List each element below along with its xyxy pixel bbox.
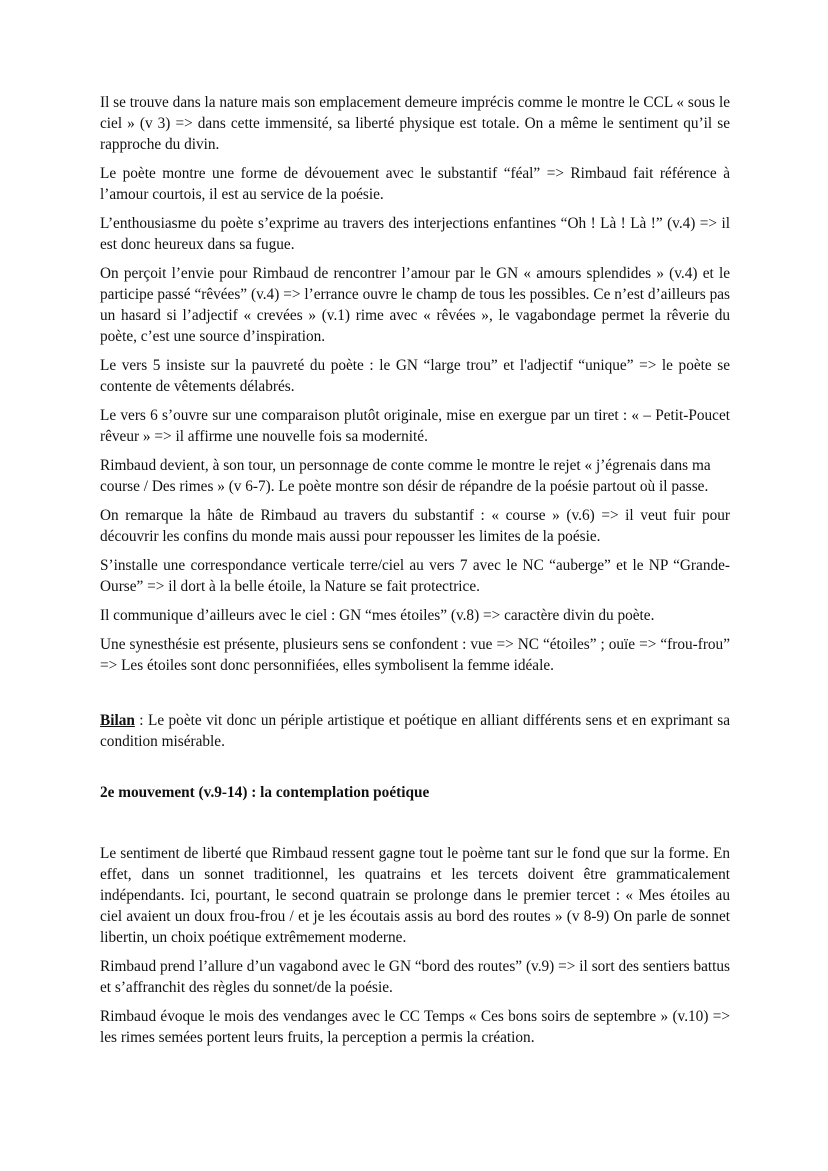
- bilan-label: Bilan: [100, 712, 135, 729]
- paragraph: On perçoit l’envie pour Rimbaud de rencontrer l’amour par le GN « amours splendides » (v.4) et le participe passé “rêvées” (v.4) => l’errance ouvre le champ de tous les possibles. Ce n’est d’ailleurs pas un hasard si l’adjectif « crevées » (v.1) rime avec « rêvées », le vagabondage permet la rêverie du poète, c’est une source d’inspiration.: [100, 265, 730, 345]
- paragraph: Rimbaud prend l’allure d’un vagabond avec le GN “bord des routes” (v.9) => il sort des sentiers battus et s’affranchit des règles du sonnet/de la poésie.: [100, 958, 730, 996]
- paragraph: Une synesthésie est présente, plusieurs sens se confondent : vue => NC “étoiles” ; ouïe => “frou-frou” => Les étoiles sont donc personnifiées, elles symbolisent la femme idéale.: [100, 636, 730, 674]
- paragraph: On remarque la hâte de Rimbaud au travers du substantif : « course » (v.6) => il veut fuir pour découvrir les confins du monde mais aussi pour repousser les limites de la poésie.: [100, 507, 730, 545]
- paragraph: S’installe une correspondance verticale terre/ciel au vers 7 avec le NC “auberge” et le NP “Grande-Ourse” => il dort à la belle étoile, la Nature se fait protectrice.: [100, 557, 730, 595]
- paragraph: Le poète montre une forme de dévouement avec le substantif “féal” => Rimbaud fait référence à l’amour courtois, il est au service de la poésie.: [100, 165, 730, 203]
- paragraph: Le vers 5 insiste sur la pauvreté du poète : le GN “large trou” et l'adjectif “unique” => le poète se contente de vêtements délabrés.: [100, 357, 730, 395]
- paragraph: L’enthousiasme du poète s’exprime au travers des interjections enfantines “Oh ! Là ! Là !” (v.4) => il est donc heureux dans sa fugue.: [100, 215, 730, 253]
- paragraph: Rimbaud évoque le mois des vendanges avec le CC Temps « Ces bons soirs de septembre » (v.10) => les rimes semées portent leurs fruits, la perception a permis la création.: [100, 1008, 730, 1046]
- paragraph: Il communique d’ailleurs avec le ciel : GN “mes étoiles” (v.8) => caractère divin du poète.: [100, 607, 655, 624]
- paragraph: Rimbaud devient, à son tour, un personnage de conte comme le montre le rejet « j’égrenais dans ma course / Des rimes » (v 6-7). Le poète montre son désir de répandre de la poésie partout où il passe.: [100, 457, 711, 495]
- paragraph: Le vers 6 s’ouvre sur une comparaison plutôt originale, mise en exergue par un tiret : « – Petit-Poucet rêveur » => il affirme une nouvelle fois sa modernité.: [100, 407, 730, 445]
- paragraph: Le sentiment de liberté que Rimbaud ressent gagne tout le poème tant sur le fond que sur la forme. En effet, dans un sonnet traditionnel, les quatrains et les tercets doivent être grammaticalement indépendants. Ici, pourtant, le second quatrain se prolonge dans le premier tercet : « Mes étoiles au ciel avaient un doux frou-frou / et je les écoutais assis au bord des routes » (v 8-9) On parle de sonnet libertin, un choix poétique extrêmement moderne.: [100, 845, 730, 946]
- bilan-paragraph: [100, 710, 730, 752]
- document-page: [100, 92, 730, 1056]
- paragraph: Il se trouve dans la nature mais son emplacement demeure imprécis comme le montre le CCL « sous le ciel » (v 3) => dans cette immensité, sa liberté physique est totale. On a même le sentiment qu’il se rapproche du divin.: [100, 94, 730, 153]
- bilan-text: : Le poète vit donc un périple artistique et poétique en alliant différents sens et en exprimant sa condition misérable.: [100, 712, 730, 750]
- section-heading: 2e mouvement (v.9-14) : la contemplation poétique: [100, 784, 430, 801]
